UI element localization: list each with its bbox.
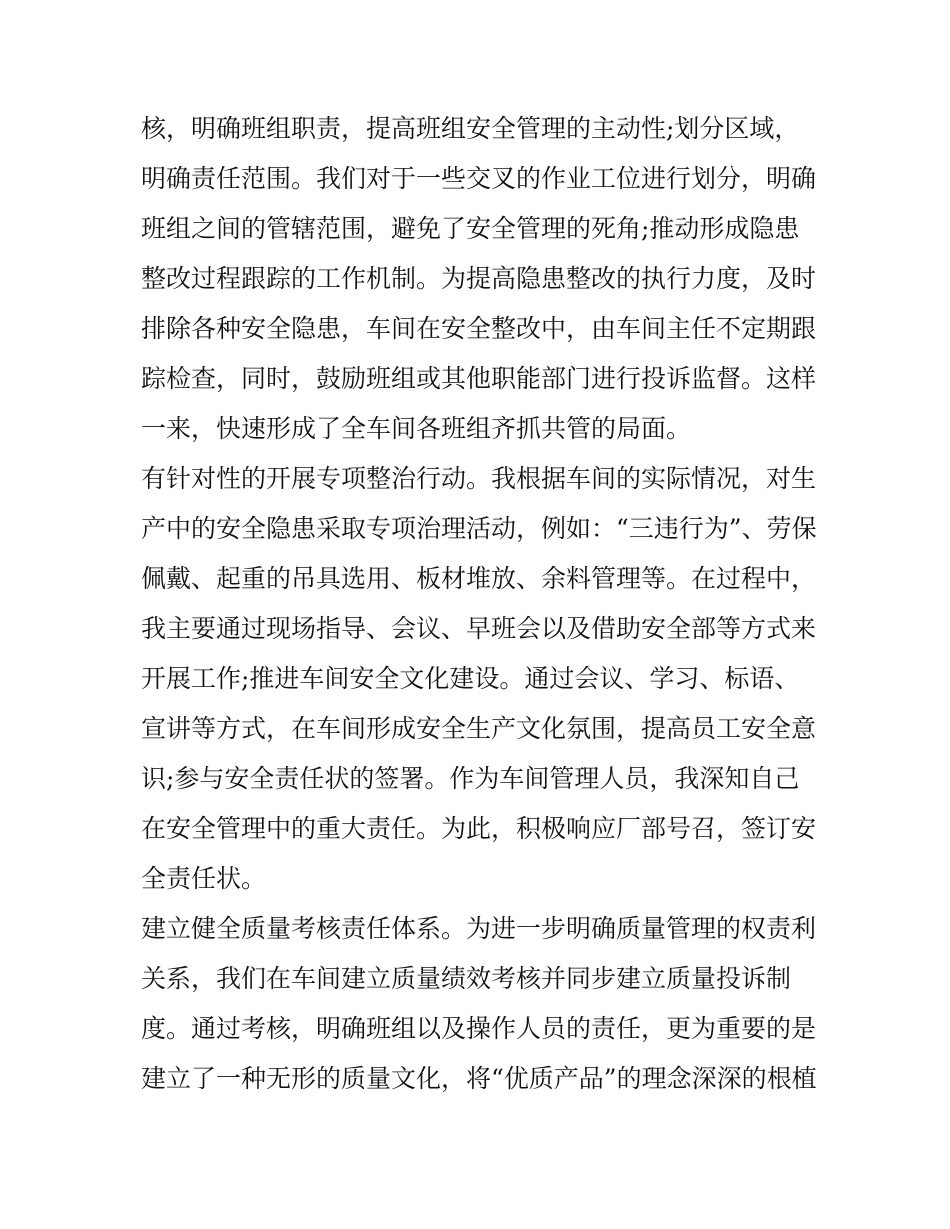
text-line: 整改过程跟踪的工作机制。为提高隐患整改的执行力度，及时 xyxy=(141,264,817,293)
text-line: 识;参与安全责任状的签署。作为车间管理人员，我深知自己 xyxy=(141,764,800,793)
text-line: 有针对性的开展专项整治行动。我根据车间的实际情况，对生 xyxy=(141,464,817,493)
text-line: 在安全管理中的重大责任。为此，积极响应厂部号召，签订安 xyxy=(141,814,817,843)
text-line: 宣讲等方式，在车间形成安全生产文化氛围，提高员工安全意 xyxy=(141,714,817,743)
text-line: 排除各种安全隐患，车间在安全整改中，由车间主任不定期跟 xyxy=(141,314,817,343)
text-line: 佩戴、起重的吊具选用、板材堆放、余料管理等。在过程中， xyxy=(141,564,817,593)
text-line: 产中的安全隐患采取专项治理活动，例如：“三违行为”、劳保 xyxy=(141,514,817,543)
text-line: 关系，我们在车间建立质量绩效考核并同步建立质量投诉制 xyxy=(141,964,792,993)
body-text xyxy=(141,104,821,1104)
text-line: 度。通过考核，明确班组以及操作人员的责任，更为重要的是 xyxy=(141,1014,817,1043)
text-line: 踪检查，同时，鼓励班组或其他职能部门进行投诉监督。这样 xyxy=(141,364,817,393)
text-line: 一来，快速形成了全车间各班组齐抓共管的局面。 xyxy=(141,414,692,443)
text-line: 建立了一种无形的质量文化，将“优质产品”的理念深深的根植 xyxy=(141,1064,817,1093)
text-line: 核，明确班组职责，提高班组安全管理的主动性;划分区域， xyxy=(141,114,800,143)
text-line: 开展工作;推进车间安全文化建设。通过会议、学习、标语、 xyxy=(141,664,800,693)
text-line: 全责任状。 xyxy=(141,864,267,893)
text-line: 班组之间的管辖范围，避免了安全管理的死角;推动形成隐患 xyxy=(141,214,800,243)
text-line: 我主要通过现场指导、会议、早班会以及借助安全部等方式来 xyxy=(141,614,817,643)
text-line: 建立健全质量考核责任体系。为进一步明确质量管理的权责利 xyxy=(141,914,817,943)
text-line: 明确责任范围。我们对于一些交叉的作业工位进行划分，明确 xyxy=(141,164,817,193)
